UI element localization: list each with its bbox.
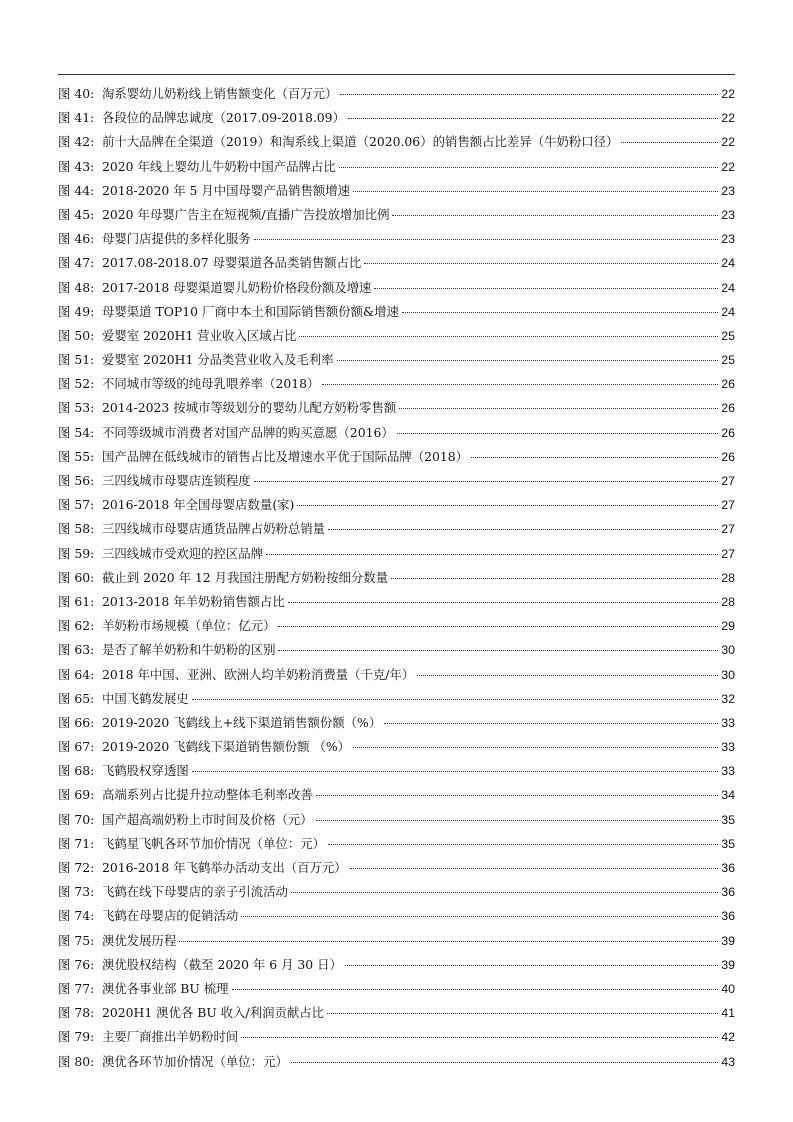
figure-number: 图 47: — [58, 255, 95, 271]
toc-entry[interactable] — [58, 663, 735, 687]
figure-number: 图 53: — [58, 400, 95, 416]
page-number: 27 — [721, 498, 735, 513]
dot-leader — [266, 554, 718, 555]
dot-leader — [327, 1013, 718, 1014]
figure-number: 图 77: — [58, 980, 95, 996]
dot-leader — [232, 989, 719, 990]
page-number: 24 — [721, 256, 735, 271]
figure-number: 图 51: — [58, 352, 95, 368]
dot-leader — [241, 1037, 718, 1038]
figure-number: 图 61: — [58, 593, 95, 609]
figure-title: 母婴门店提供的多样化服务 — [102, 231, 251, 247]
page-number: 34 — [721, 788, 735, 803]
figure-title: 澳优股权结构（截至 2020 年 6 月 30 日） — [102, 956, 342, 972]
dot-leader — [374, 288, 718, 289]
page-number: 32 — [721, 691, 735, 706]
figure-title: 澳优各事业部 BU 梳理 — [102, 980, 229, 996]
page-number: 43 — [721, 1054, 735, 1069]
figure-number: 图 72: — [58, 860, 95, 875]
figure-number: 图 50: — [58, 327, 95, 343]
page-number: 23 — [721, 232, 735, 247]
page-number: 24 — [721, 304, 735, 319]
figure-number: 图 59: — [58, 545, 95, 561]
page-number: 35 — [721, 836, 735, 851]
page-number: 22 — [721, 111, 735, 126]
figure-title: 2013-2018 年羊奶粉销售额占比 — [102, 593, 285, 609]
page-number: 30 — [721, 667, 735, 682]
figure-number: 图 60: — [58, 569, 95, 585]
figure-title: 2018 年中国、亚洲、欧洲人均羊奶粉消费量（千克/年） — [102, 666, 415, 682]
figure-number: 图 40: — [58, 86, 95, 101]
page-number: 27 — [721, 546, 735, 561]
figure-number: 图 66: — [58, 714, 95, 730]
figure-title: 母婴渠道 TOP10 厂商中本土和国际销售额份额&增速 — [102, 303, 399, 319]
header-rule — [58, 74, 735, 75]
toc-entry[interactable] — [58, 82, 735, 106]
dot-leader — [391, 578, 718, 579]
toc-entry[interactable] — [58, 300, 735, 324]
page-number: 42 — [721, 1030, 735, 1045]
figure-title: 飞鹤星飞帆各环节加价情况（单位：元） — [102, 835, 326, 851]
page-number: 26 — [721, 401, 735, 416]
figure-title: 澳优各环节加价情况（单位：元） — [102, 1053, 288, 1069]
figure-title: 截止到 2020 年 12 月我国注册配方奶粉按细分数量 — [102, 569, 389, 585]
figure-title: 三四线城市受欢迎的控区品牌 — [102, 545, 264, 561]
figure-number: 图 67: — [58, 739, 95, 755]
dot-leader — [417, 675, 718, 676]
page-number: 23 — [721, 183, 735, 198]
figure-title: 2020 年母婴广告主在短视频/直播广告投放增加比例 — [102, 206, 390, 222]
figure-title: 2019-2020 飞鹤线下渠道销售额份额 （%） — [102, 739, 350, 755]
figure-number: 图 69: — [58, 787, 95, 803]
dot-leader — [345, 965, 718, 966]
figure-number: 图 64: — [58, 666, 95, 682]
toc-entry[interactable] — [58, 711, 735, 735]
dot-leader — [288, 602, 718, 603]
toc-entry[interactable] — [58, 227, 735, 251]
toc-entry[interactable] — [58, 1025, 735, 1049]
toc-entry[interactable] — [58, 372, 735, 396]
dot-leader — [278, 650, 718, 651]
toc-entry[interactable] — [58, 808, 735, 832]
dot-leader — [291, 892, 718, 893]
page-number: 27 — [721, 522, 735, 537]
dot-leader — [348, 118, 718, 119]
figure-number: 图 42: — [58, 134, 95, 150]
toc-entry[interactable] — [58, 638, 735, 662]
page-number: 23 — [721, 207, 735, 222]
toc-entry[interactable] — [58, 203, 735, 227]
toc-entry[interactable] — [58, 735, 735, 759]
dot-leader — [254, 481, 719, 482]
figure-number: 图 74: — [58, 908, 95, 924]
dot-leader — [316, 795, 719, 796]
toc-entry[interactable] — [58, 566, 735, 590]
page-number: 24 — [721, 280, 735, 295]
figure-number: 图 78: — [58, 1005, 95, 1021]
page-number: 26 — [721, 449, 735, 464]
figure-title: 2014-2023 按城市等级划分的婴幼儿配方奶粉零售额 — [102, 400, 397, 416]
figure-number: 图 45: — [58, 206, 95, 222]
figure-number: 图 55: — [58, 448, 95, 464]
figure-number: 图 63: — [58, 642, 95, 658]
page-number: 33 — [721, 715, 735, 730]
dot-leader — [340, 94, 718, 95]
page-number: 29 — [721, 619, 735, 634]
page-number: 39 — [721, 957, 735, 972]
figure-title: 各段位的品牌忠诚度（2017.09-2018.09） — [102, 110, 345, 126]
page-number: 36 — [721, 885, 735, 900]
figure-number: 图 79: — [58, 1029, 95, 1045]
dot-leader — [353, 191, 718, 192]
figure-title: 2017.08-2018.07 母婴渠道各品类销售额占比 — [102, 255, 362, 271]
dot-leader — [384, 723, 718, 724]
figure-number: 图 44: — [58, 182, 95, 198]
dot-leader — [399, 408, 718, 409]
toc-entry[interactable] — [58, 687, 735, 711]
toc-entry[interactable] — [58, 759, 735, 783]
dot-leader — [339, 167, 718, 168]
figure-title: 2020H1 澳优各 BU 收入/利润贡献占比 — [102, 1005, 325, 1021]
dot-leader — [316, 820, 719, 821]
page-number: 33 — [721, 740, 735, 755]
dot-leader — [621, 142, 718, 143]
dot-leader — [402, 312, 718, 313]
figure-title: 2016-2018 年飞鹤举办活动支出（百万元） — [102, 860, 347, 875]
toc-entry[interactable] — [58, 929, 735, 953]
toc-entry[interactable] — [58, 348, 735, 372]
figure-number: 图 65: — [58, 690, 95, 706]
dot-leader — [397, 433, 718, 434]
figure-title: 2020 年线上婴幼儿牛奶粉中国产品牌占比 — [102, 158, 336, 174]
dot-leader — [471, 457, 718, 458]
figure-title: 爱婴室 2020H1 营业收入区域占比 — [102, 327, 297, 343]
page-number: 40 — [721, 981, 735, 996]
toc-entry[interactable] — [58, 880, 735, 904]
page-number: 36 — [721, 861, 735, 875]
figure-title: 2016-2018 年全国母婴店数量(家) — [102, 497, 295, 513]
toc-entry[interactable] — [58, 421, 735, 445]
figure-title: 是否了解羊奶粉和牛奶粉的区别 — [102, 642, 276, 658]
figure-title: 前十大品牌在全渠道（2019）和淘系线上渠道（2020.06）的销售额占比差异（牛奶粉口径） — [102, 134, 619, 150]
dot-leader — [322, 384, 718, 385]
dot-leader — [364, 263, 718, 264]
figure-number: 图 46: — [58, 231, 95, 247]
dot-leader — [254, 239, 719, 240]
page-number: 35 — [721, 812, 735, 827]
page-number: 22 — [721, 159, 735, 174]
figure-title: 2017-2018 母婴渠道婴儿奶粉价格段份额及增速 — [102, 279, 372, 295]
page-number: 28 — [721, 570, 735, 585]
page-number: 27 — [721, 474, 735, 488]
page-number: 30 — [721, 643, 735, 658]
toc-entry[interactable] — [58, 493, 735, 517]
dot-leader — [192, 771, 718, 772]
page-number: 33 — [721, 764, 735, 779]
figure-number: 图 52: — [58, 376, 95, 392]
toc-entry[interactable] — [58, 1001, 735, 1025]
toc-entry[interactable] — [58, 396, 735, 420]
toc-entry[interactable] — [58, 856, 735, 880]
page-number: 25 — [721, 328, 735, 343]
toc-entry[interactable] — [58, 469, 735, 493]
toc-entry[interactable] — [58, 251, 735, 275]
toc-entry[interactable] — [58, 179, 735, 203]
toc-entry[interactable] — [58, 614, 735, 638]
dot-leader — [179, 941, 718, 942]
toc-entry[interactable] — [58, 542, 735, 566]
dot-leader — [328, 529, 718, 530]
page-number: 25 — [721, 353, 735, 368]
figure-number: 图 80: — [58, 1053, 95, 1069]
figure-title: 三四线城市母婴店连锁程度 — [102, 473, 251, 488]
figure-title: 飞鹤在母婴店的促销活动 — [102, 908, 239, 924]
dot-leader — [337, 360, 719, 361]
figure-title: 2019-2020 飞鹤线上+线下渠道销售额份额（%） — [102, 714, 382, 730]
figure-title: 羊奶粉市场规模（单位：亿元） — [102, 618, 276, 634]
figure-number: 图 49: — [58, 303, 95, 319]
dot-leader — [350, 868, 719, 869]
figure-number: 图 57: — [58, 497, 95, 513]
page-number: 28 — [721, 594, 735, 609]
figure-number: 图 58: — [58, 521, 95, 537]
figure-title: 高端系列占比提升拉动整体毛利率改善 — [102, 787, 313, 803]
page-number: 36 — [721, 909, 735, 924]
page-number: 22 — [721, 135, 735, 150]
toc-entry[interactable] — [58, 904, 735, 928]
page-number: 26 — [721, 377, 735, 392]
figure-number: 图 75: — [58, 932, 95, 948]
figure-number: 图 76: — [58, 956, 95, 972]
figure-number: 图 70: — [58, 811, 95, 827]
figure-title: 国产品牌在低线城市的销售占比及增速水平优于国际品牌（2018） — [102, 448, 469, 464]
toc-entry[interactable] — [58, 324, 735, 348]
toc-entry[interactable] — [58, 783, 735, 807]
figure-number: 图 68: — [58, 763, 95, 779]
toc-entry[interactable] — [58, 276, 735, 300]
toc-entry[interactable] — [58, 155, 735, 179]
dot-leader — [297, 505, 718, 506]
figure-title: 不同城市等级的纯母乳喂养率（2018） — [102, 376, 320, 392]
figure-toc-list — [58, 82, 735, 1074]
figure-title: 爱婴室 2020H1 分品类营业收入及毛利率 — [102, 352, 334, 368]
toc-entry[interactable] — [58, 832, 735, 856]
dot-leader — [353, 747, 718, 748]
toc-entry[interactable] — [58, 1050, 735, 1074]
page-number: 22 — [721, 87, 735, 101]
dot-leader — [392, 215, 718, 216]
toc-entry[interactable] — [58, 517, 735, 541]
figure-number: 图 71: — [58, 835, 95, 851]
dot-leader — [328, 844, 718, 845]
figure-title: 澳优发展历程 — [102, 932, 177, 948]
toc-entry[interactable] — [58, 590, 735, 614]
figure-number: 图 73: — [58, 884, 95, 900]
figure-number: 图 56: — [58, 473, 95, 488]
figure-title: 飞鹤在线下母婴店的亲子引流活动 — [102, 884, 288, 900]
toc-entry[interactable] — [58, 106, 735, 130]
page-number: 26 — [721, 425, 735, 440]
toc-entry[interactable] — [58, 953, 735, 977]
toc-entry[interactable] — [58, 977, 735, 1001]
page-number: 39 — [721, 933, 735, 948]
figure-title: 中国飞鹤发展史 — [102, 690, 189, 706]
toc-entry[interactable] — [58, 130, 735, 154]
toc-entry[interactable] — [58, 445, 735, 469]
figure-number: 图 54: — [58, 424, 95, 440]
figure-number: 图 48: — [58, 279, 95, 295]
figure-number: 图 41: — [58, 110, 95, 126]
dot-leader — [278, 626, 718, 627]
figure-title: 不同等级城市消费者对国产品牌的购买意愿（2016） — [102, 424, 394, 440]
dot-leader — [291, 1062, 718, 1063]
figure-title: 国产超高端奶粉上市时间及价格（元） — [102, 811, 313, 827]
dot-leader — [241, 916, 718, 917]
dot-leader — [192, 699, 718, 700]
figure-title: 飞鹤股权穿透图 — [102, 763, 189, 779]
figure-title: 三四线城市母婴店通货品牌占奶粉总销量 — [102, 521, 326, 537]
figure-title: 淘系婴幼儿奶粉线上销售额变化（百万元） — [102, 86, 338, 101]
figure-title: 2018-2020 年 5 月中国母婴产品销售额增速 — [102, 182, 351, 198]
page-number: 41 — [721, 1006, 735, 1021]
figure-number: 图 43: — [58, 158, 95, 174]
figure-title: 主要厂商推出羊奶粉时间 — [102, 1029, 239, 1045]
figure-number: 图 62: — [58, 618, 95, 634]
dot-leader — [299, 336, 718, 337]
